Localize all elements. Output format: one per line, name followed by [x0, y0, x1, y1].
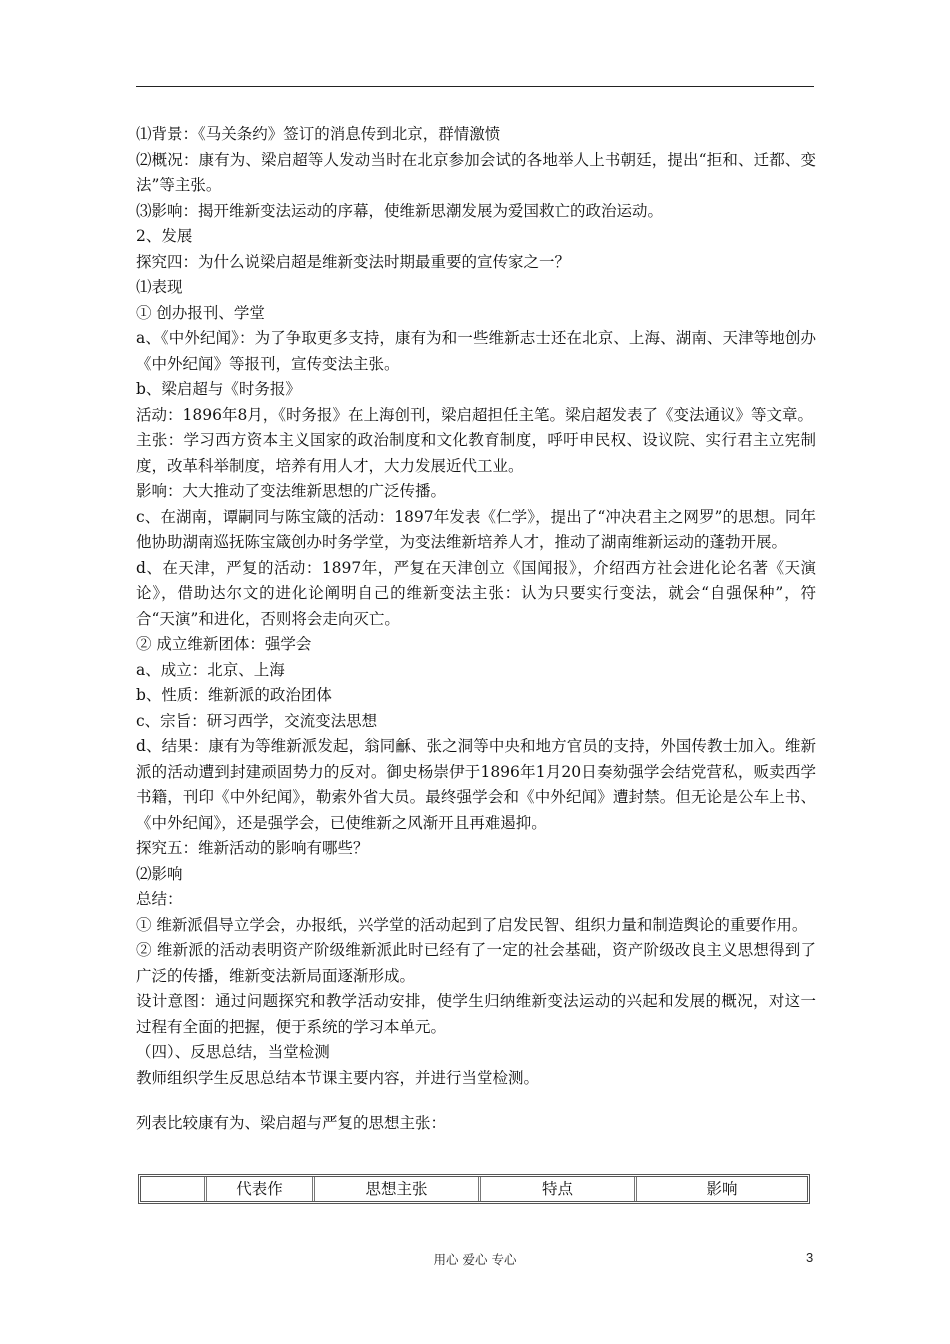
section-heading: （四）、反思总结，当堂检测	[136, 1043, 330, 1061]
paragraph: ② 维新派的活动表明资产阶级维新派此时已经有了一定的社会基础，资产阶级改良主义思想得到了广泛的传播，维新变法新局面逐渐形成。	[136, 941, 816, 985]
paragraph: a、《中外纪闻》：为了争取更多支持，康有为和一些维新志士还在北京、上海、湖南、天津等地创办《中外纪闻》等报刊，宣传变法主张。	[136, 329, 816, 373]
paragraph: c、宗旨：研习西学，交流变法思想	[136, 711, 378, 730]
paragraph: 影响：大大推动了变法维新思想的广泛传播。	[136, 482, 447, 500]
paragraph: ⑵影响	[136, 864, 183, 883]
table-header-cell: 代表作	[207, 1177, 315, 1201]
page-number: 3	[806, 1250, 814, 1265]
paragraph: ① 维新派倡导立学会，办报纸，兴学堂的活动起到了启发民智、组织力量和制造舆论的重要作用。	[136, 915, 808, 934]
table-header-cell	[141, 1177, 207, 1201]
paragraph: d、在天津，严复的活动：1897年，严复在天津创立《国闻报》，介绍西方社会进化论名著《天演论》，借助达尔文的进化论阐明自己的维新变法主张：认为只要实行变法，就会“自强保种”，符合“天演”和进化，否则将会走向灭亡。	[136, 558, 816, 628]
section-heading: 2、发展	[136, 227, 193, 245]
question-heading: 探究四：为什么说梁启超是维新变法时期最重要的宣传家之一？	[136, 252, 571, 271]
footer-text: 用心 爱心 专心	[433, 1252, 517, 1267]
paragraph: ⑴表现	[136, 278, 183, 296]
paragraph: ⑶影响：揭开维新变法运动的序幕，使维新思潮发展为爱国救亡的政治运动。	[136, 201, 664, 220]
paragraph: 活动：1896年8月，《时务报》在上海创刊，梁启超担任主笔。梁启超发表了《变法通议》等文章。	[136, 405, 814, 424]
table-header-cell: 影响	[706, 1180, 738, 1198]
question-heading: 探究五：维新活动的影响有哪些？	[136, 839, 369, 857]
paragraph: b、性质：维新派的政治团体	[136, 686, 332, 704]
comparison-table-header	[138, 1174, 810, 1204]
table-header-cell: 思想主张	[315, 1177, 481, 1201]
paragraph: ② 成立维新团体：强学会	[136, 635, 312, 653]
paragraph: ⑴背景：《马关条约》签订的消息传到北京，群情激愤	[136, 125, 501, 143]
paragraph: a、成立：北京、上海	[136, 660, 285, 679]
paragraph: 教师组织学生反思总结本节课主要内容，并进行当堂检测。	[136, 1068, 540, 1087]
table-header-cell: 特点	[481, 1177, 637, 1201]
table-caption: 列表比较康有为、梁启超与严复的思想主张：	[136, 1114, 447, 1132]
document-body	[136, 122, 816, 1137]
paragraph: 主张：学习西方资本主义国家的政治制度和文化教育制度，呼吁申民权、设议院、实行君主立宪制度，改革科举制度，培养有用人才，大力发展近代工业。	[136, 431, 816, 475]
paragraph: 总结：	[136, 890, 183, 908]
paragraph: d、结果：康有为等维新派发起，翁同龢、张之洞等中央和地方官员的支持，外国传教士加入。维新派的活动遭到封建顽固势力的反对。御史杨崇伊于1896年1月20日奏劾强学会结党营私，贩卖西学书籍，刊印《中外纪闻》，勒索外省大员。最终强学会和《中外纪闻》遭封禁。但无论是公车上书、《中外纪闻》，还是强学会，已使维新之风渐开且再难遏抑。	[136, 737, 816, 832]
header-rule	[136, 86, 814, 87]
paragraph: b、梁启超与《时务报》	[136, 380, 301, 398]
paragraph: ① 创办报刊、学堂	[136, 303, 265, 322]
paragraph: 设计意图：通过问题探究和教学活动安排，使学生归纳维新变法运动的兴起和发展的概况，对这一过程有全面的把握，便于系统的学习本单元。	[136, 992, 816, 1036]
paragraph: c、在湖南，谭嗣同与陈宝箴的活动：1897年发表《仁学》，提出了“冲决君主之网罗”的思想。同年他协助湖南巡抚陈宝箴创办时务学堂，为变法维新培养人才，推动了湖南维新运动的蓬勃开展。	[136, 507, 816, 551]
paragraph: ⑵概况：康有为、梁启超等人发动当时在北京参加会试的各地举人上书朝廷，提出“拒和、迁都、变法”等主张。	[136, 150, 816, 194]
